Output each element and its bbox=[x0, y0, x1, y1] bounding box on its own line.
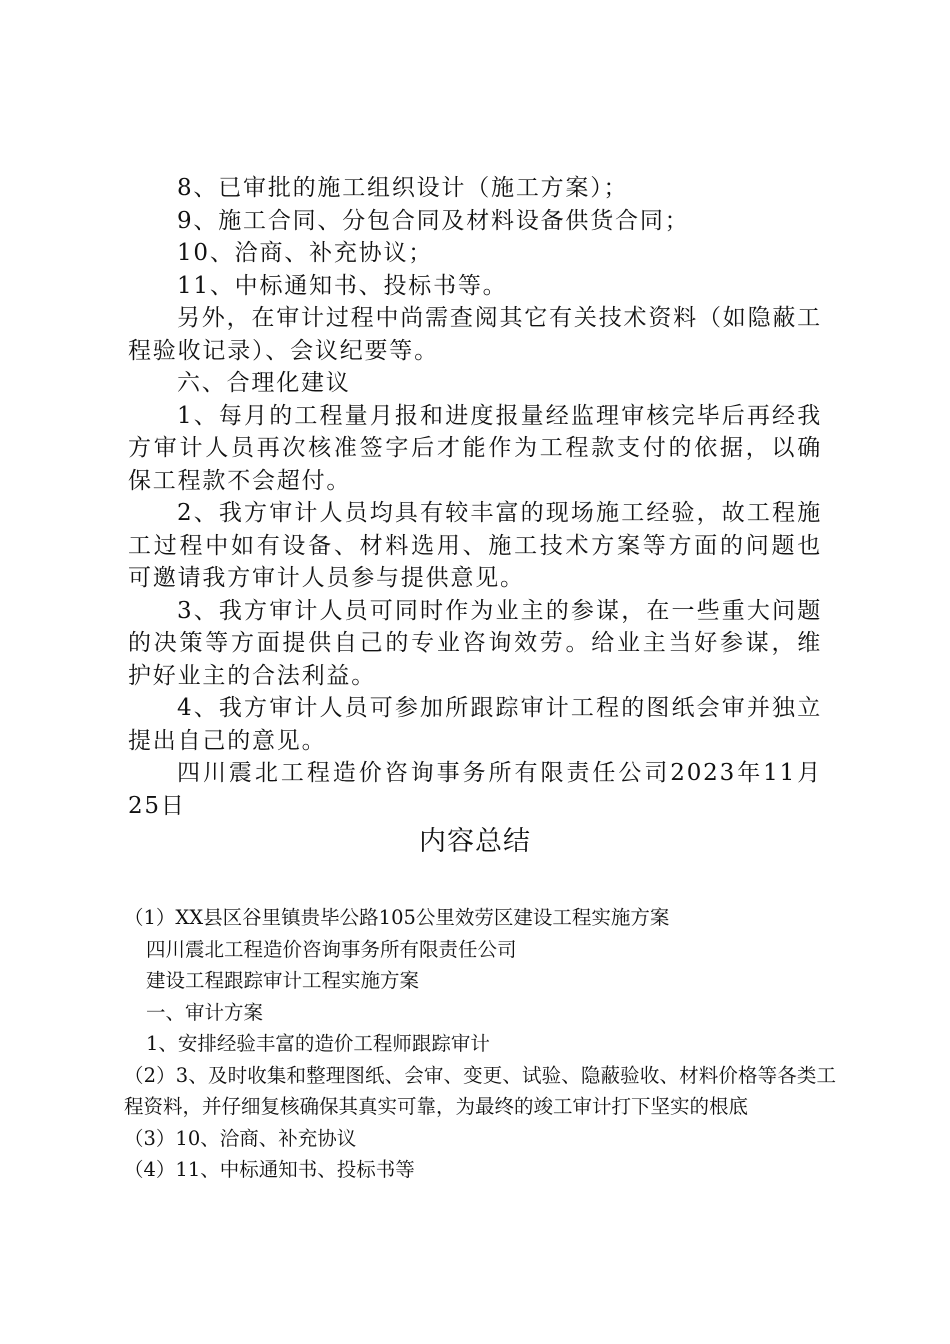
summary-title: 内容总结 bbox=[419, 826, 531, 857]
paragraph: 3、我方审计人员可同时作为业主的参谋，在一些重大问题的决策等方面提供自己的专业咨询效劳。给业主当好参谋，维护好业主的合法利益。 bbox=[128, 597, 822, 689]
signature-date: 四川震北工程造价咨询事务所有限责任公司2023年11月25日 bbox=[128, 760, 822, 819]
document-body bbox=[128, 172, 822, 822]
paragraph: 10、洽商、补充协议； bbox=[177, 240, 434, 266]
paragraph: 8、已审批的施工组织设计（施工方案）； bbox=[177, 175, 629, 201]
section-heading: 六、合理化建议 bbox=[177, 370, 351, 396]
paragraph: 9、施工合同、分包合同及材料设备供货合同； bbox=[177, 207, 690, 234]
summary-line: 建设工程跟踪审计工程实施方案 bbox=[146, 969, 420, 992]
summary-line: （3）10、洽商、补充协议 bbox=[124, 1126, 357, 1150]
summary-line: 四川震北工程造价咨询事务所有限责任公司 bbox=[146, 937, 517, 961]
summary-line: 一、审计方案 bbox=[146, 1000, 264, 1024]
summary-line: （1）XX县区谷里镇贵毕公路105公里效劳区建设工程实施方案 bbox=[124, 906, 670, 929]
paragraph: 另外，在审计过程中尚需查阅其它有关技术资料（如隐蔽工程验收记录）、会议纪要等。 bbox=[128, 305, 822, 364]
paragraph: 11、中标通知书、投标书等。 bbox=[177, 272, 508, 299]
summary-line: 1、安排经验丰富的造价工程师跟踪审计 bbox=[146, 1032, 490, 1055]
paragraph: 1、每月的工程量月报和进度报量经监理审核完毕后再经我方审计人员再次核准签字后才能作为工程款支付的依据，以确保工程款不会超付。 bbox=[128, 402, 822, 494]
paragraph: 4、我方审计人员可参加所跟踪审计工程的图纸会审并独立提出自己的意见。 bbox=[128, 695, 822, 754]
summary-section bbox=[124, 902, 836, 1186]
summary-line: （2）3、及时收集和整理图纸、会审、变更、试验、隐蔽验收、材料价格等各类工程资料，并仔细复核确保其真实可靠，为最终的竣工审计打下坚实的根底 bbox=[124, 1063, 836, 1118]
paragraph: 2、我方审计人员均具有较丰富的现场施工经验，故工程施工过程中如有设备、材料选用、施工技术方案等方面的问题也可邀请我方审计人员参与提供意见。 bbox=[128, 500, 822, 591]
summary-line: （4）11、中标通知书、投标书等 bbox=[124, 1158, 415, 1181]
